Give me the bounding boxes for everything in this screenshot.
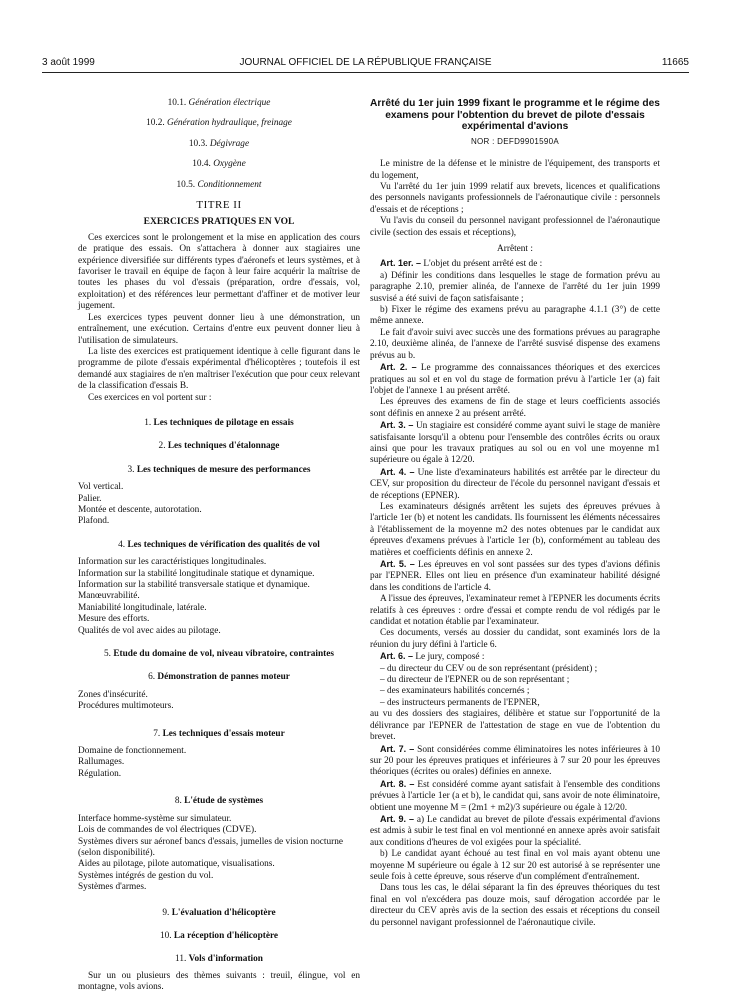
exercise-heading: 10. La réception d'hélicoptère — [159, 930, 279, 941]
paragraph: b) Le candidat ayant échoué au test final en vol mais ayant obtenu une moyenne M supérieure ou égale à 12 sur 20 est autorisé à se représenter une seule fois à cette épreuve, sous réserve d'un complément d'entraînement. — [370, 849, 660, 882]
paragraph: Les examinateurs désignés arrêtent les sujets des épreuves prévues à l'article 1er (b) et notent les candidats. Ils fournissent les éléments nécessaires à l'établissement de la moyenne m2 des notes obtenues par le candidat aux épreuves d'examens prévues à l'article 1er (b), conformément au tableau des matières et coefficients définis en annexe 2. — [370, 501, 660, 558]
article-2: Art. 2. – Le programme des connaissances théoriques et des exercices pratiques au sol et en vol du stage de formation prévu à l'article 1er (a) fait l'objet de l'annexe 1 au présent arrêté. — [370, 362, 661, 396]
list-item: – des instructeurs permanents de l'EPNER, — [380, 697, 540, 708]
exercise-heading: 9. L'évaluation d'hélicoptère — [162, 907, 276, 918]
titre-heading: TITRE II — [196, 199, 242, 212]
toc-item: 10.1. Génération électrique — [167, 98, 271, 108]
list-item: Régulation. — [78, 768, 122, 779]
list-item: Mesure des efforts. — [78, 614, 150, 625]
list-item: Qualités de vol avec aides au pilotage. — [78, 625, 221, 636]
list-item: Montée et descente, autorotation. — [78, 504, 202, 515]
list-item: – du directeur de l'EPNER ou de son représentant ; — [380, 675, 570, 686]
toc-item: 10.4. Oxygène — [192, 159, 246, 170]
list-item: Lois de commandes de vol électriques (CDVE). — [78, 825, 257, 836]
header-date: 3 août 1999 — [42, 57, 95, 68]
toc-item: 10.5. Conditionnement — [176, 179, 262, 190]
paragraph: Sur un ou plusieurs des thèmes suivants : treuil, élingue, vol en montagne, vols avions. — [78, 970, 360, 993]
list-item: Systèmes d'armes. — [78, 882, 147, 893]
paragraph: Ces exercices en vol portent sur : — [88, 392, 212, 403]
paragraph: Ces exercices sont le prolongement et la mise en application des cours de pratique des essais. On s'attachera à donner aux stagiaires une expérience diversifiée sur différents types d'aéronefs et leurs systèmes, et à favoriser le travail en équipe de façon à leur faire acquérir la maîtrise de toutes les phases du vol d'essais (préparation, ordre d'essais, vol, exploitation) et des références leur permettant d'affiner et de motiver leur jugement. — [78, 232, 360, 312]
article-1: Art. 1er. – L'objet du présent arrêté est de : — [380, 258, 543, 270]
section-heading: EXERCICES PRATIQUES EN VOL — [143, 217, 295, 228]
toc-item: 10.3. Dégivrage — [188, 138, 250, 149]
exercise-heading: 1. Les techniques de pilotage en essais — [144, 417, 294, 428]
list-item: Maniabilité longitudinale, latérale. — [78, 602, 207, 613]
article-9: Art. 9. – a) Le candidat au brevet de pilote d'essais expérimental d'avions est admis à subir le test final en vol mentionné en annexe après avoir satisfait aux conditions d'heures de vol exigées pour la spécialité. — [370, 813, 661, 848]
list-item: Procédures multimoteurs. — [78, 701, 174, 712]
toc-item: 10.2. Génération hydraulique, freinage — [146, 118, 292, 129]
list-item: Interface homme-système sur simulateur. — [78, 813, 232, 824]
list-item: Information sur la stabilité transversale statique et dynamique. — [78, 580, 310, 590]
paragraph: Vu l'avis du conseil du personnel navigant professionnel de l'aéronautique civile (section des essais et réceptions), — [370, 216, 660, 238]
exercise-heading: 2. Les techniques d'étalonnage — [158, 441, 280, 452]
exercise-heading: 8. L'étude de systèmes — [174, 796, 264, 807]
paragraph: au vu des dossiers des stagiaires, délibère et statue sur l'opportunité de la délivrance par l'EPNER de l'attestation de stage en vue de l'obtention du brevet. — [370, 709, 660, 743]
article-5: Art. 5. – Les épreuves en vol sont passées sur des types d'avions définis par l'EPNER. Elles ont lieu en présence d'un examinateur habilité désigné dans les conditions de l'article 4. — [370, 559, 660, 593]
nor-reference: NOR : DEFD9901590A — [470, 136, 560, 146]
list-item: – du directeur du CEV ou de son représentant (président) ; — [380, 663, 598, 674]
decree-title: Arrêté du 1er juin 1999 fixant le programme et le régime des examens pour l'obtention du brevet de pilote d'essais expérimental d'avions — [370, 98, 660, 133]
list-item: Vol vertical. — [78, 482, 124, 493]
article-3: Art. 3. – Un stagiaire est considéré comme ayant suivi le stage de manière satisfaisante lorsqu'il a obtenu pour l'ensemble des contrôles écrits ou oraux ainsi que pour les travaux pratiques au sol ou en vol une moyenne m1 supérieure ou égale à 12/20. — [370, 420, 661, 466]
list-item: Manœuvrabilité. — [78, 591, 140, 602]
paragraph: Ces documents, versés au dossier du candidat, sont examinés lors de la réunion du jury défini à l'article 6. — [370, 628, 660, 650]
paragraph: a) Définir les conditions dans lesquelles le stage de formation prévu au paragraphe 2.10, premier alinéa, de l'annexe de l'arrêté du 1er juin 1999 susvisé a été suivi de façon satisfaisante ; — [370, 270, 660, 304]
article-7: Art. 7. – Sont considérées comme éliminatoires les notes inférieures à 10 sur 20 pour les épreuves pratiques et inférieures à 7 sur 20 pour les épreuves théoriques (écrites ou orales) définies en annexe. — [370, 743, 660, 778]
paragraph: Dans tous les cas, le délai séparant la fin des épreuves théoriques du test final en vol n'excédera pas douze mois, sauf dérogation accordée par le directeur du CEV après avis de la section des essais et réceptions du conseil du personnel navigant professionnel de l'aéronautique civile. — [370, 883, 660, 928]
paragraph: Le ministre de la défense et le ministre de l'équipement, des transports et du logement, — [370, 159, 660, 181]
list-item: Rallumages. — [78, 757, 125, 768]
list-item: Palier. — [78, 493, 102, 504]
article-6: Art. 6. – Le jury, composé : — [380, 651, 485, 663]
page-header — [42, 57, 689, 71]
paragraph: b) Fixer le régime des examens prévu au paragraphe 4.1.1 (3°) de cette même annexe. — [370, 305, 660, 327]
list-item: Systèmes intégrés de gestion du vol. — [78, 870, 214, 881]
list-item: Information sur les caractéristiques longitudinales. — [78, 557, 267, 568]
list-item: Plafond. — [78, 516, 110, 527]
paragraph: A l'issue des épreuves, l'examinateur remet à l'EPNER les documents écrits relatifs à ces épreuves : ordre d'essai et compte rendu de vol rédigés par le candidat et notation établie par l'examinateur. — [370, 594, 660, 628]
paragraph: Les exercices types peuvent donner lieu à une démonstration, un entraînement, une exécution. Certains d'entre eux peuvent donner lieu à l'utilisation de simulateurs. — [78, 312, 360, 346]
exercise-heading: 6. Démonstration de pannes moteur — [148, 672, 290, 683]
list-item: Domaine de fonctionnement. — [78, 746, 187, 757]
exercise-heading: 7. Les techniques d'essais moteur — [153, 728, 285, 739]
paragraph: Le fait d'avoir suivi avec succès une des formations prévues au paragraphe 2.10, deuxième alinéa, de l'annexe de l'arrêté susvisé dispense des examens prévus au b. — [370, 327, 660, 361]
list-item: Zones d'insécurité. — [78, 689, 148, 700]
exercise-heading: 4. Les techniques de vérification des qualités de vol — [118, 539, 320, 550]
list-item: – des examinateurs habilités concernés ; — [380, 686, 530, 697]
header-journal-title: JOURNAL OFFICIEL DE LA RÉPUBLIQUE FRANÇAISE — [239, 57, 492, 68]
header-page-number: 11665 — [661, 57, 689, 68]
paragraph: Vu l'arrêté du 1er juin 1999 relatif aux brevets, licences et qualifications des personnels navigants professionnels de l'aéronautique civile : personnels d'essais et de réceptions ; — [370, 182, 660, 215]
header-rule — [42, 72, 689, 73]
exercise-heading: 11. Vols d'information — [175, 954, 263, 965]
paragraph: La liste des exercices est pratiquement identique à celle figurant dans le programme de pilote d'essais expérimental d'hélicoptères ; toutefois il est demandé aux stagiaires de n'en maîtriser l'exécution que pour ceux relevant de la classification d'essais B. — [78, 346, 360, 392]
list-item: Aides au pilotage, pilote automatique, visualisations. — [78, 859, 275, 870]
exercise-heading: 3. Les techniques de mesure des performances — [127, 464, 311, 475]
left-column — [78, 98, 360, 994]
right-column — [370, 98, 660, 929]
exercise-heading: 5. Etude du domaine de vol, niveau vibratoire, contraintes — [104, 649, 334, 660]
arretent-heading: Arrêtent : — [497, 244, 533, 255]
list-item: Information sur la stabilité longitudinale statique et dynamique. — [78, 568, 315, 579]
article-8: Art. 8. – Est considéré comme ayant satisfait à l'ensemble des conditions prévues à l'article 1er (a et b), le candidat qui, sans avoir de note éliminatoire, obtient une moyenne M = (2m1 + m2)/3 supérieure ou égale à 12/20. — [370, 778, 661, 813]
paragraph: Les épreuves des examens de fin de stage et leurs coefficients associés sont définis en annexe 2 au présent arrêté. — [370, 397, 660, 419]
list-item: Systèmes divers sur aéronef bancs d'essais, jumelles de vision nocturne (selon disponibilité). — [78, 836, 344, 858]
article-4: Art. 4. – Une liste d'examinateurs habilités est arrêtée par le directeur du CEV, sur proposition du directeur de l'école du personnel navigant d'essais et de réceptions (EPNER). — [370, 466, 660, 501]
